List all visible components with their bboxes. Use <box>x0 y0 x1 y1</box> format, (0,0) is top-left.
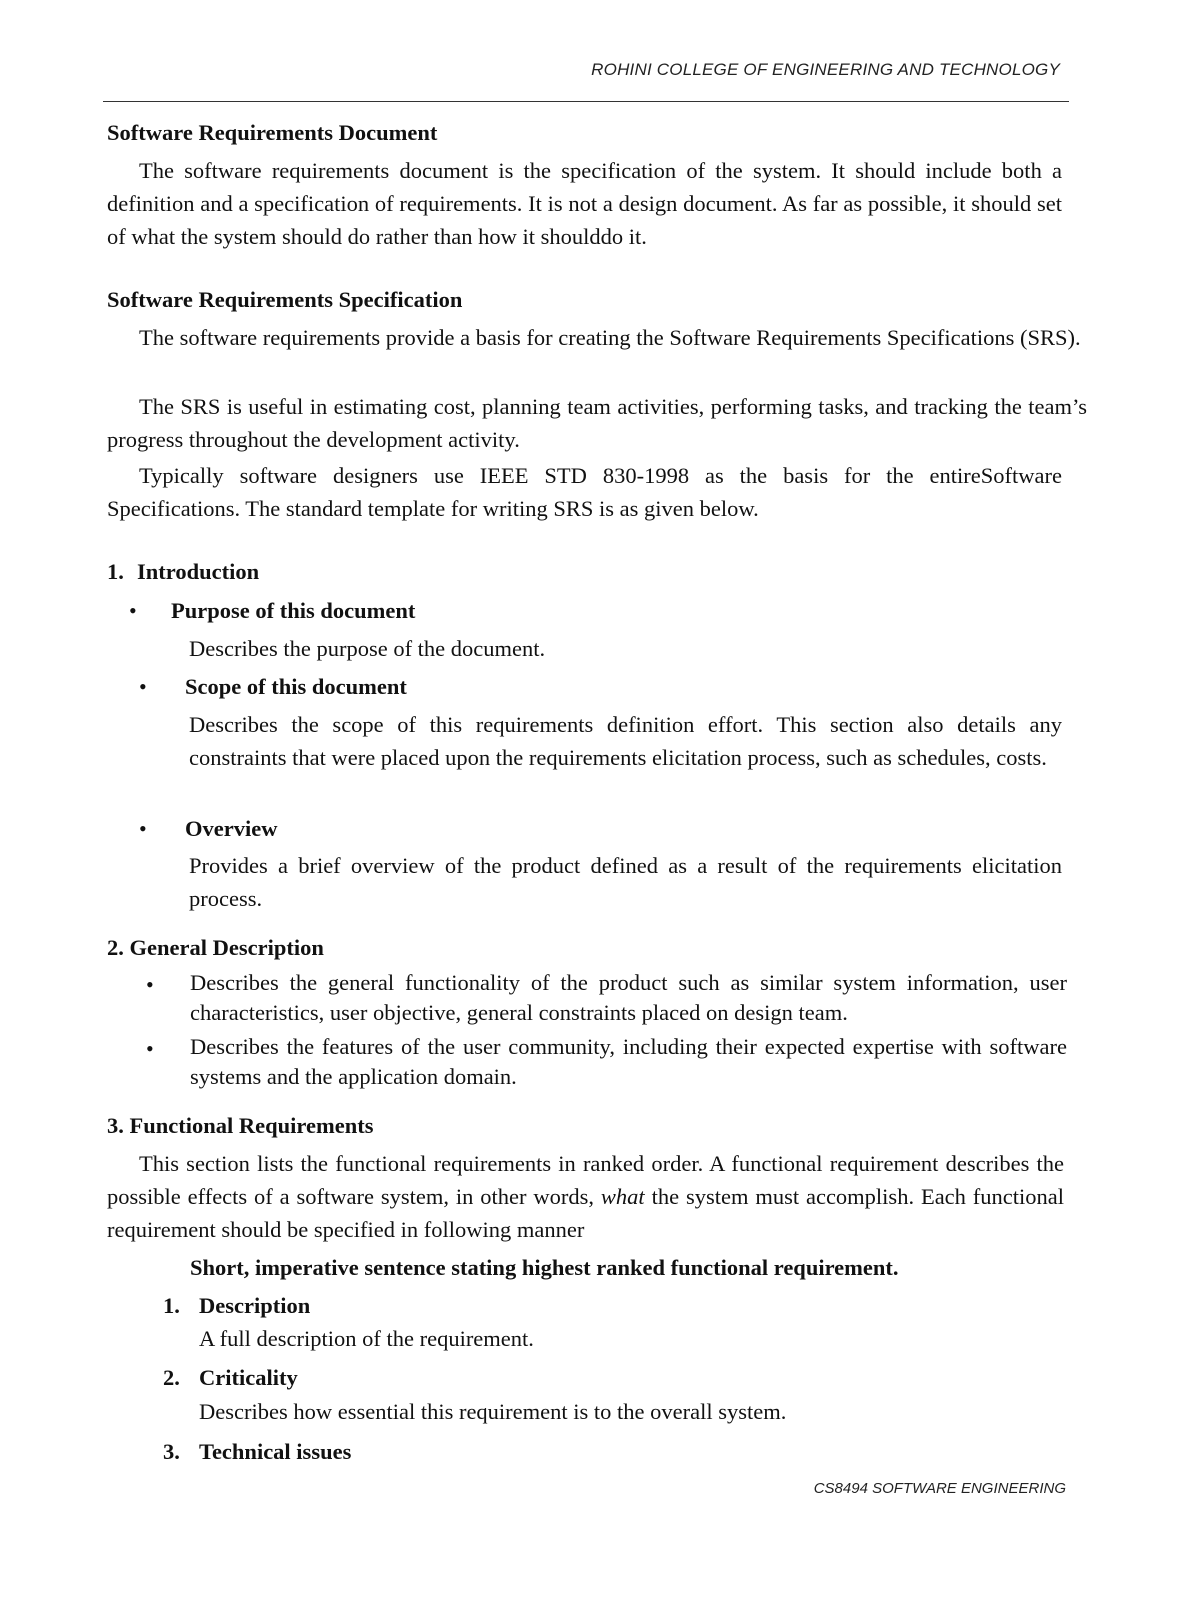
header-rule <box>103 101 1069 102</box>
bullet-icon: • <box>129 598 137 623</box>
functional-statement: Short, imperative sentence stating highest ranked functional requirement. <box>190 1255 899 1280</box>
functional-item-2-number: 2. <box>163 1365 180 1390</box>
intro-item-purpose-title: Purpose of this document <box>171 598 416 623</box>
bullet-icon: • <box>139 816 147 841</box>
intro-item-scope-desc: Describes the scope of this requirements definition effort. This section also details any constraints that were placed upon the requirements elicitation process, such as schedules, costs. <box>189 712 1062 770</box>
functional-item-3-title: Technical issues <box>199 1439 352 1464</box>
functional-item-3-number: 3. <box>163 1439 180 1464</box>
bullet-icon: • <box>146 1036 154 1061</box>
functional-item-1-desc: A full description of the requirement. <box>199 1326 534 1351</box>
general-bullet-1: Describes the general functionality of the product such as similar system information, user characteristics, user objective, general constraints placed on design team. <box>190 970 1067 1025</box>
intro-item-overview-title: Overview <box>185 816 278 841</box>
bullet-icon: • <box>139 674 147 699</box>
srs-paragraph-1: The software requirements provide a basis for creating the Software Requirements Specifications (SRS). <box>139 325 1081 350</box>
functional-body-end: the system must accomplish. Each functional requirement should be specified in following manner <box>107 1184 1065 1242</box>
functional-body-italic: what <box>600 1184 645 1209</box>
srd-heading: Software Requirements Document <box>107 120 438 145</box>
intro-item-overview-desc: Provides a brief overview of the product defined as a result of the requirements elicitation process. <box>189 853 1062 911</box>
functional-body <box>107 1147 1064 1246</box>
srs-paragraph-2: The SRS is useful in estimating cost, planning team activities, performing tasks, and tracking the team’s progress throughout the development activity. <box>107 394 1087 452</box>
functional-heading: 3. Functional Requirements <box>107 1113 374 1138</box>
functional-item-1-number: 1. <box>163 1293 180 1318</box>
srs-paragraph-3: Typically software designers use IEEE STD 830-1998 as the basis for the entireSoftware Specifications. The standard template for writing SRS is as given below. <box>107 463 1062 521</box>
general-heading: 2. General Description <box>107 935 324 960</box>
functional-item-2-desc: Describes how essential this requirement is to the overall system. <box>199 1399 787 1424</box>
page-footer: CS8494 SOFTWARE ENGINEERING <box>813 1480 1066 1497</box>
intro-number: 1. <box>107 559 124 584</box>
srs-heading: Software Requirements Specification <box>107 287 463 312</box>
bullet-icon: • <box>146 972 154 997</box>
intro-item-purpose-desc: Describes the purpose of the document. <box>189 636 546 661</box>
intro-heading: Introduction <box>137 559 260 584</box>
page-header: ROHINI COLLEGE OF ENGINEERING AND TECHNOLOGY <box>591 60 1060 79</box>
intro-item-scope-title: Scope of this document <box>185 674 407 699</box>
srd-body: The software requirements document is the specification of the system. It should include both a definition and a specification of requirements. It is not a design document. As far as possible, it should set of what the system should do rather than how it shoulddo it. <box>107 158 1062 249</box>
general-bullet-2: Describes the features of the user community, including their expected expertise with software systems and the application domain. <box>190 1034 1067 1089</box>
functional-body-start: This section lists the functional requirements in ranked order. A functional requirement describes the possible effects of a software system, in other words, <box>107 1151 1064 1209</box>
functional-item-1-title: Description <box>199 1293 311 1318</box>
functional-item-2-title: Criticality <box>199 1365 298 1390</box>
